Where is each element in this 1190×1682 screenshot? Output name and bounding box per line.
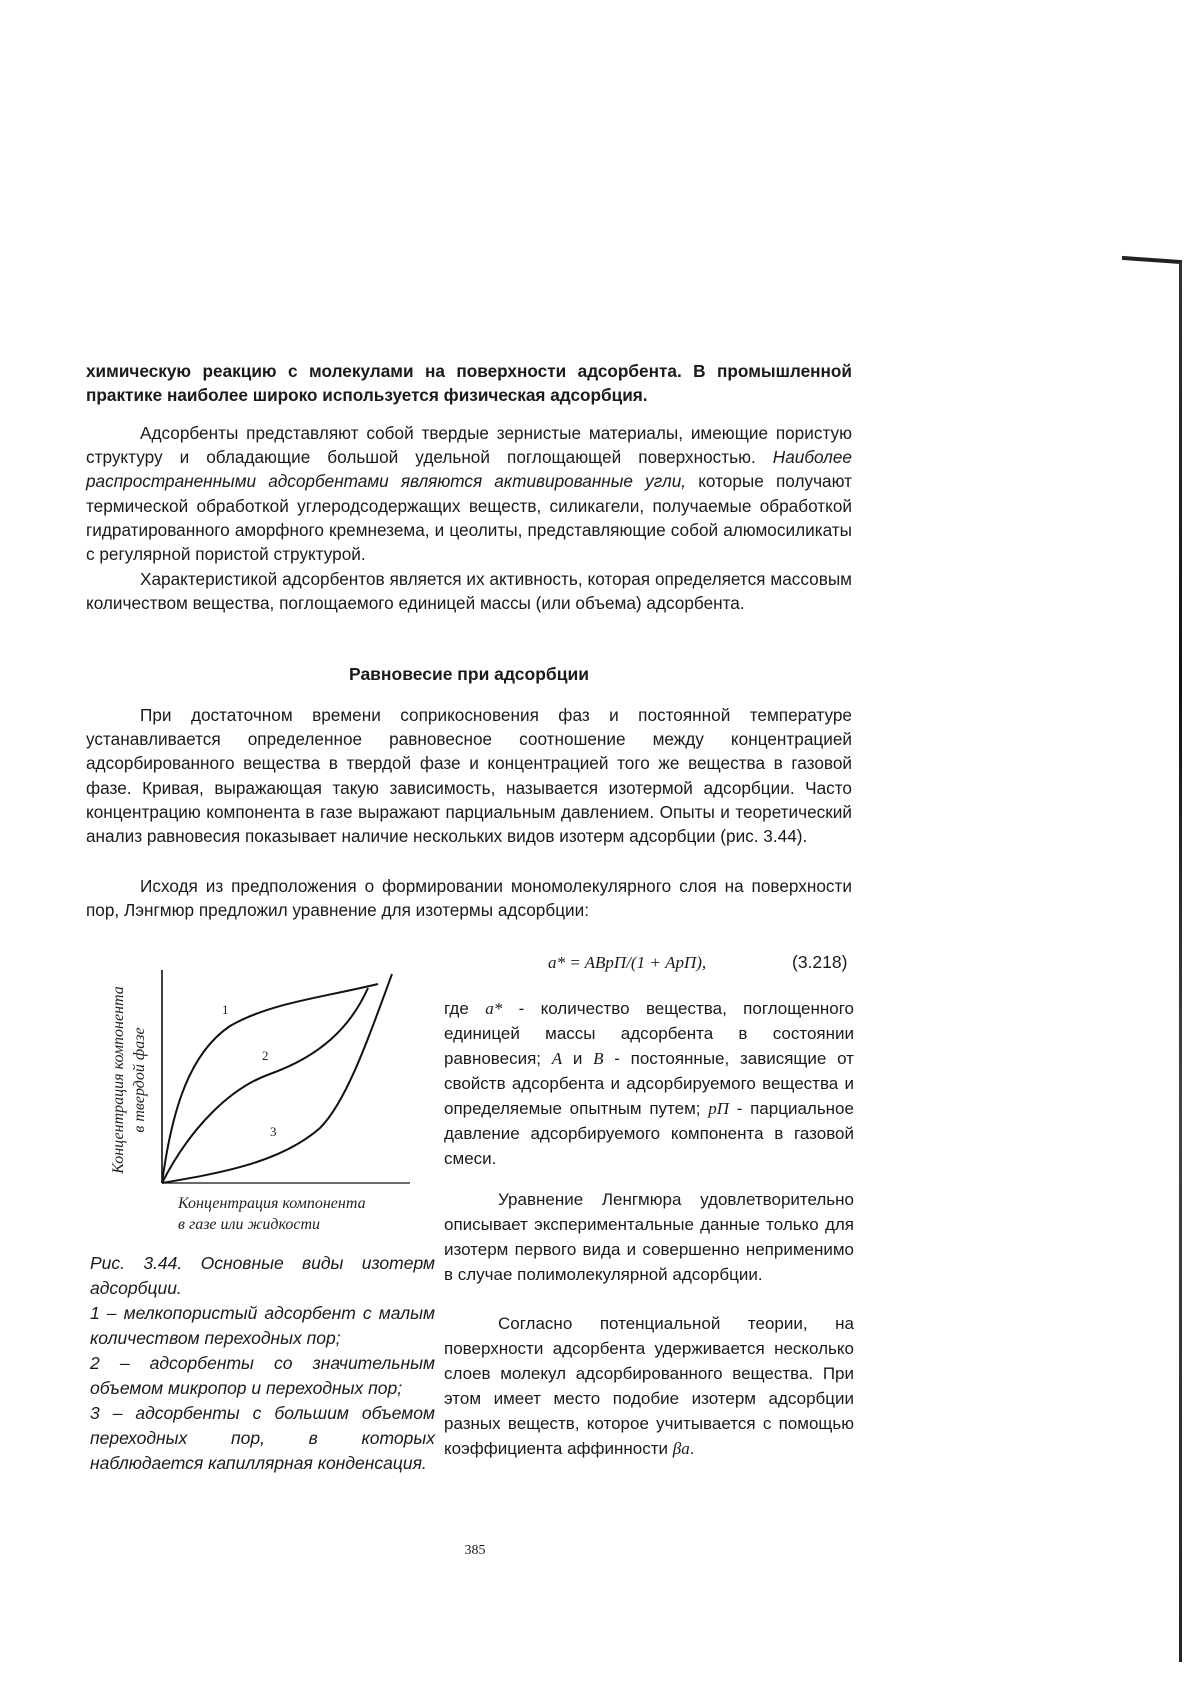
B-symbol: B (593, 1049, 604, 1068)
where-block (444, 996, 854, 1171)
curve-label-1: 1 (222, 1002, 229, 1017)
A-symbol: A (551, 1049, 563, 1068)
y-axis-title (108, 960, 150, 1200)
caption-title: Рис. 3.44. Основные виды изотерм адсорбции. (90, 1253, 435, 1298)
potential-theory-end: . (689, 1439, 695, 1458)
beta-symbol: βa (672, 1439, 690, 1458)
caption-item-3: 3 – адсорбенты с большим объемом переходных пор, в которых наблюдается капиллярная конденсация. (90, 1403, 435, 1473)
curve-label-3: 3 (270, 1124, 277, 1139)
paragraph-intro: химическую реакцию с молекулами на поверхности адсорбента. В промышленной практике наиболее широко используется физическая адсорбция. (86, 361, 852, 406)
and-word: и (572, 1049, 583, 1068)
a-star-symbol: a* (485, 999, 503, 1018)
where-a-desc: - количество вещества, поглощенного единицей массы адсорбента в состоянии равновесия; (444, 999, 854, 1068)
paragraph-langmuir: Исходя из предположения о формировании мономолекулярного слоя на поверхности пор, Лэнгмюр предложил уравнение для изотермы адсорбции: (86, 876, 852, 921)
paragraph-equilibrium: При достаточном времени соприкосновения фаз и постоянной температуре устанавливается определенное равновесное соотношение между концентрацией адсорбированного вещества в твердой фазе и концентрацией того же вещества в газовой фазе. Кривая, выражающая такую зависимость, называется изотермой адсорбции. Часто концентрацию компонента в газе выражают парциальным давлением. Опыты и теоретический анализ равновесия показывает наличие нескольких видов изотерм адсорбции (рис. 3.44). (86, 705, 852, 847)
y-axis-title-line1: Концентрация компонента (110, 986, 127, 1174)
langmuir-formula: a* = ABpП/(1 + ApП), (548, 953, 707, 972)
paragraph-adsorbents (86, 421, 852, 566)
scan-edge (1179, 262, 1182, 1662)
potential-theory-text: Согласно потенциальной теории, на поверхности адсорбента удерживается несколько слоев молекул адсорбированного вещества. При этом имеет место подобие изотерм адсорбции разных веществ, которое учитывается с помощью коэффициента аффинности (444, 1314, 854, 1458)
where-p-desc: - парциальное давление адсорбируемого компонента в газовой смеси. (444, 1099, 854, 1168)
equation-number: (3.218) (792, 952, 848, 972)
y-axis-title-line2: в твердой фазе (131, 1027, 148, 1133)
p-symbol: pП (708, 1099, 729, 1118)
paragraph-langmuir-validity: Уравнение Ленгмюра удовлетворительно описывает экспериментальные данные только для изотерм первого вида и совершенно неприменимо в случае полимолекулярной адсорбции. (444, 1190, 854, 1284)
x-axis-title-line1: Концентрация компонента (178, 1195, 366, 1212)
adsorbents-text: Адсорбенты представляют собой твердые зернистые материалы, имеющие пористую структуру и обладающие большой удельной поглощающей поверхностью. (86, 423, 852, 468)
curve-label-2: 2 (262, 1048, 269, 1063)
page-number: 385 (464, 1543, 486, 1558)
x-axis-title-line2: в газе или жидкости (178, 1216, 321, 1233)
figure-caption (90, 1251, 435, 1476)
x-axis-title (178, 1193, 438, 1235)
isotherm-curve-2 (162, 988, 368, 1183)
section-heading: Равновесие при адсорбции (349, 664, 589, 684)
paragraph-potential-theory (444, 1311, 854, 1461)
paragraph-activity: Характеристикой адсорбентов является их активность, которая определяется массовым количеством вещества, поглощаемого единицей массы (или объема) адсорбента. (86, 569, 852, 614)
caption-item-2: 2 – адсорбенты со значительным объемом микропор и переходных пор; (90, 1353, 435, 1398)
caption-item-1: 1 – мелкопористый адсорбент с малым количеством переходных пор; (90, 1303, 435, 1348)
scan-edge-top (1122, 256, 1182, 264)
isotherm-curve-1 (162, 984, 378, 1183)
isotherm-curve-3 (162, 974, 392, 1183)
adsorbents-rest-text: которые получают термической обработкой углеродсодержащих веществ, силикагели, получаемые обработкой гидратированного аморфного кремнезема, и цеолиты, представляющие собой алюмосиликаты с регулярной пористой структурой. (86, 471, 852, 565)
where-word: где (444, 999, 469, 1018)
isotherm-figure (110, 958, 440, 1218)
adsorbents-italic-text: Наиболее распространенными адсорбентами являются активированные угли, (86, 447, 852, 492)
where-ab-desc: - постоянные, зависящие от свойств адсорбента и адсорбируемого вещества и определяемые опытным путем; (444, 1049, 854, 1118)
